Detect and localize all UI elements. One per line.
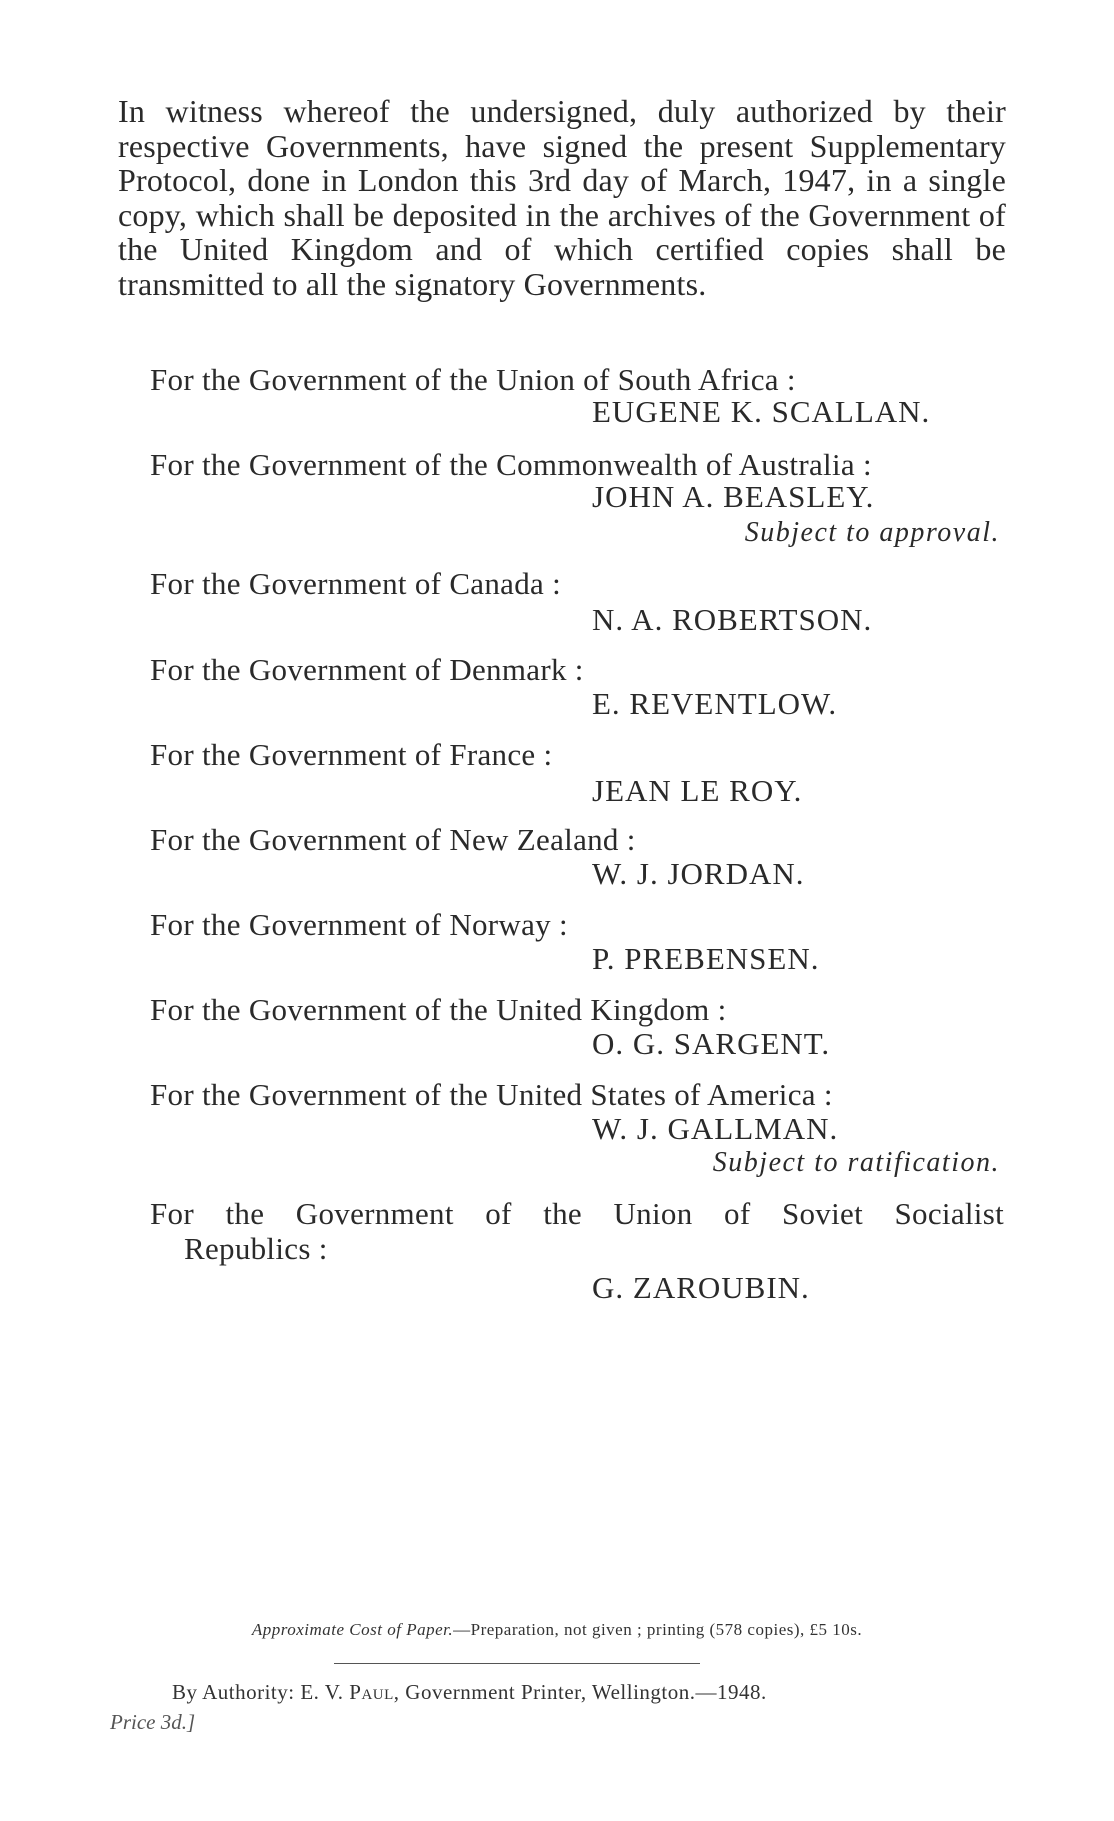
signer-name: JEAN LE ROY. bbox=[592, 773, 803, 808]
authority-prefix: By Authority: E. V. bbox=[172, 1680, 350, 1704]
government-line: For the Government of France : bbox=[150, 737, 553, 772]
signer-name: W. J. JORDAN. bbox=[592, 856, 805, 891]
government-line: For the Government of the Union of Soviet Socialist bbox=[150, 1196, 1004, 1231]
government-line: For the Government of the United States of America : bbox=[150, 1077, 833, 1112]
signer-name: N. A. ROBERTSON. bbox=[592, 602, 873, 637]
footer-divider bbox=[334, 1663, 700, 1664]
price-note: Price 3d.] bbox=[110, 1710, 196, 1734]
signer-note: Subject to ratification. bbox=[712, 1147, 1000, 1178]
government-line: For the Government of New Zealand : bbox=[150, 822, 636, 857]
government-line-continuation: Republics : bbox=[184, 1231, 328, 1266]
cost-label: Approximate Cost of Paper. bbox=[251, 1620, 454, 1639]
signer-name: O. G. SARGENT. bbox=[592, 1026, 831, 1061]
signer-name: E. REVENTLOW. bbox=[592, 686, 838, 721]
signer-name: G. ZAROUBIN. bbox=[592, 1270, 810, 1305]
signer-name: W. J. GALLMAN. bbox=[592, 1111, 839, 1146]
government-line: For the Government of the Union of South Africa : bbox=[150, 362, 796, 397]
authority-suffix: , Government Printer, Wellington.—1948. bbox=[393, 1680, 767, 1704]
signer-note: Subject to approval. bbox=[744, 517, 1000, 548]
printer-authority bbox=[172, 1680, 767, 1705]
signer-name: P. PREBENSEN. bbox=[592, 941, 820, 976]
government-line: For the Government of the Commonwealth of Australia : bbox=[150, 447, 872, 482]
government-line: For the Government of the United Kingdom : bbox=[150, 992, 727, 1027]
signer-name: EUGENE K. SCALLAN. bbox=[592, 394, 931, 429]
government-line: For the Government of Norway : bbox=[150, 907, 568, 942]
cost-text: —Preparation, not given ; printing (578 copies), £5 10s. bbox=[453, 1620, 863, 1639]
witness-paragraph: In witness whereof the undersigned, duly authorized by their respective Governments, have signed the present Supplementary Protocol, done in London this 3rd day of March, 1947, in a single copy, which shall be deposited in the archives of the Government of the United Kingdom and of which certified copies shall be transmitted to all the signatory Governments. bbox=[118, 93, 1006, 302]
signer-name: JOHN A. BEASLEY. bbox=[592, 479, 875, 514]
printing-cost-note bbox=[0, 1620, 1114, 1640]
government-line: For the Government of Denmark : bbox=[150, 652, 584, 687]
government-line: For the Government of Canada : bbox=[150, 566, 562, 601]
printer-name: Paul bbox=[349, 1680, 394, 1704]
